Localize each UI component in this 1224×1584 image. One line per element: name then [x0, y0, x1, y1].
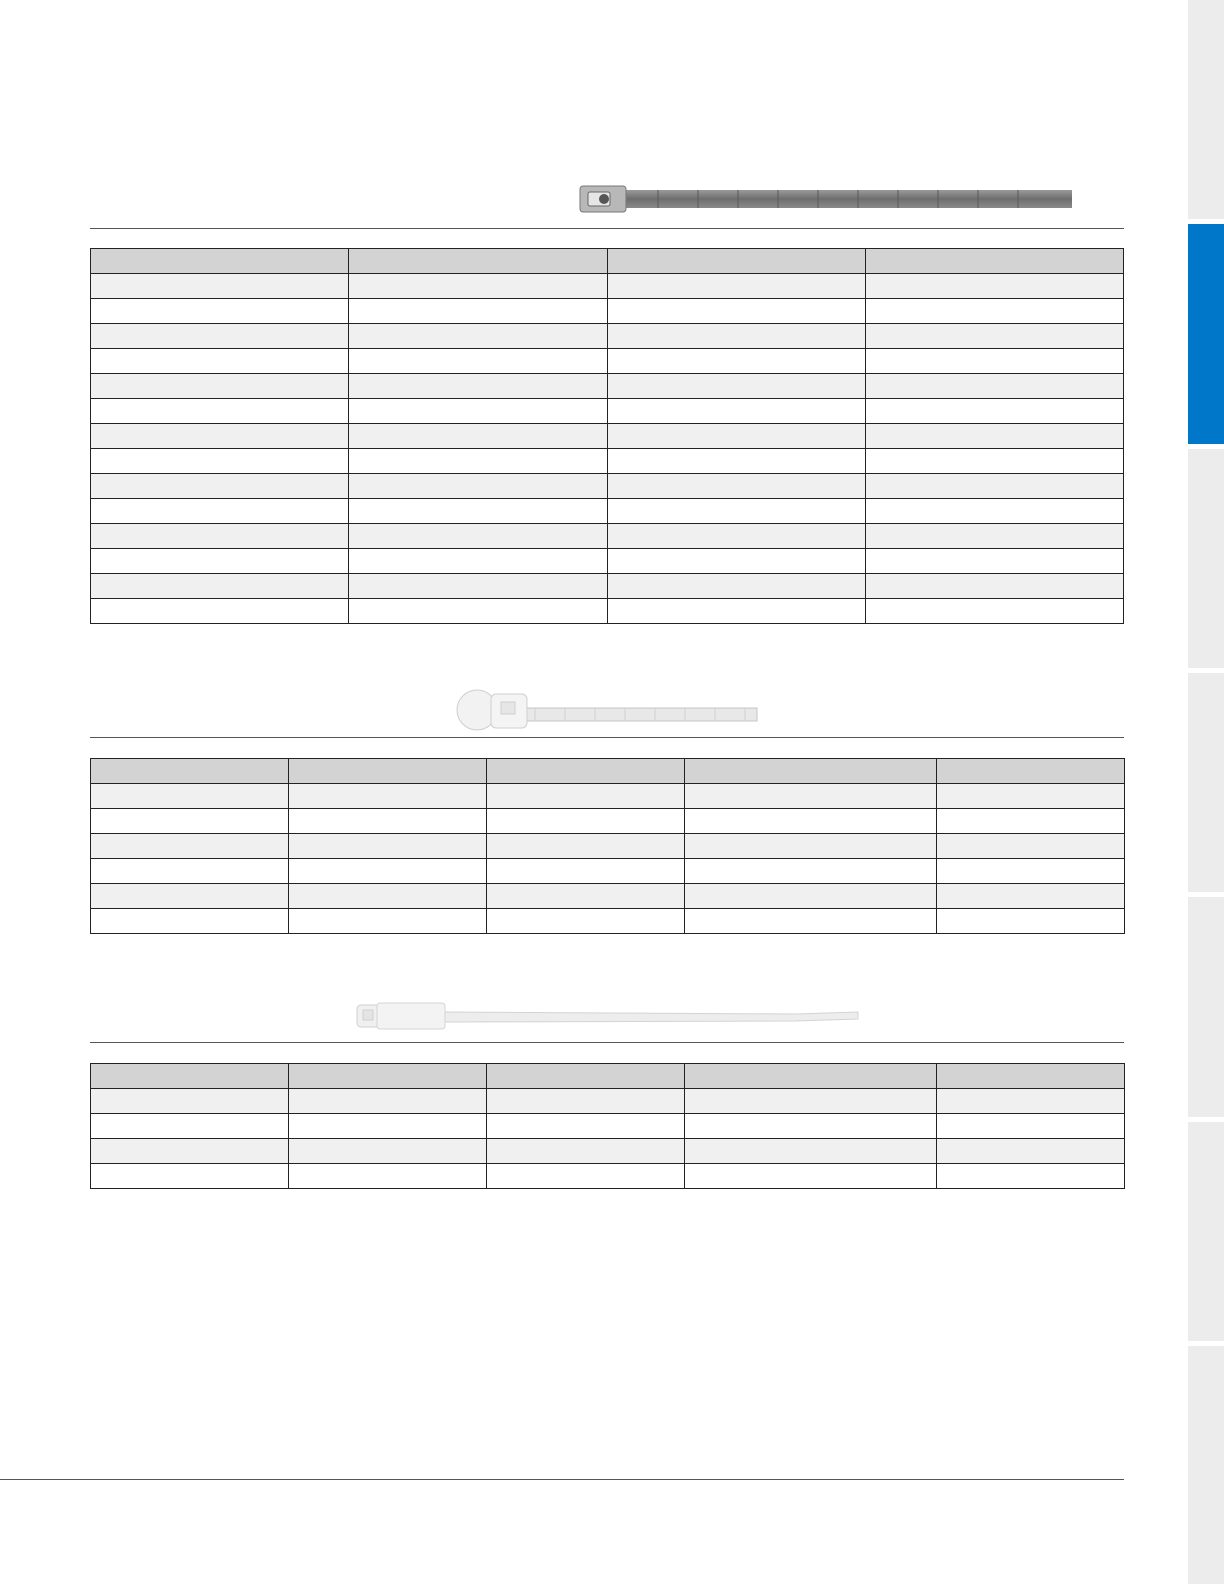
table-header-row [91, 1064, 1125, 1089]
table-header-cell [607, 249, 865, 274]
table-cell [91, 399, 349, 424]
spec-table-1 [90, 248, 1124, 624]
table-cell [607, 399, 865, 424]
table-cell [91, 884, 289, 909]
mounting-head-cable-tie-image [455, 688, 760, 734]
table-cell [487, 784, 685, 809]
table-header-cell [685, 759, 937, 784]
table-header-cell [487, 1064, 685, 1089]
table-cell [91, 834, 289, 859]
table-cell [91, 574, 349, 599]
table-header-cell [937, 1064, 1125, 1089]
table-cell [865, 274, 1123, 299]
table-cell [487, 884, 685, 909]
table-cell [607, 349, 865, 374]
table-cell [937, 784, 1125, 809]
table-row [91, 424, 1124, 449]
table-cell [865, 574, 1123, 599]
side-tab-6[interactable] [1188, 1122, 1224, 1341]
table-cell [91, 299, 349, 324]
table-cell [349, 399, 607, 424]
table-row [91, 834, 1125, 859]
table-cell [91, 349, 349, 374]
table-cell [685, 1089, 937, 1114]
table-cell [685, 909, 937, 934]
side-tab-7[interactable] [1188, 1346, 1224, 1584]
side-tab-3[interactable] [1188, 449, 1224, 668]
table-cell [91, 1114, 289, 1139]
table-cell [289, 1114, 487, 1139]
table-cell [91, 859, 289, 884]
table-header-cell [487, 759, 685, 784]
table-row [91, 549, 1124, 574]
table-cell [685, 1114, 937, 1139]
table-row [91, 1139, 1125, 1164]
table-header-cell [289, 759, 487, 784]
table-cell [937, 1089, 1125, 1114]
table-row [91, 1114, 1125, 1139]
table-header-cell [91, 759, 289, 784]
table-cell [91, 909, 289, 934]
table-cell [349, 349, 607, 374]
table-cell [91, 599, 349, 624]
table-cell [289, 834, 487, 859]
table-cell [607, 374, 865, 399]
table-row [91, 884, 1125, 909]
table-cell [685, 1164, 937, 1189]
table-row [91, 324, 1124, 349]
table-cell [487, 909, 685, 934]
table-cell [937, 884, 1125, 909]
table-cell [937, 809, 1125, 834]
table-cell [91, 1164, 289, 1189]
spec-table-3 [90, 1063, 1125, 1189]
table-header-cell [685, 1064, 937, 1089]
table-cell [865, 449, 1123, 474]
table-cell [607, 549, 865, 574]
table-cell [349, 474, 607, 499]
side-tab-4[interactable] [1188, 673, 1224, 892]
table-cell [865, 374, 1123, 399]
table-cell [289, 1139, 487, 1164]
table-cell [91, 474, 349, 499]
table-row [91, 299, 1124, 324]
table-row [91, 1089, 1125, 1114]
table-header-row [91, 759, 1125, 784]
table-cell [937, 859, 1125, 884]
table-cell [349, 374, 607, 399]
table-cell [91, 809, 289, 834]
table-row [91, 374, 1124, 399]
table-cell [607, 599, 865, 624]
table-cell [865, 424, 1123, 449]
table-row [91, 809, 1125, 834]
section-2-rule [90, 737, 1124, 738]
table-header-cell [349, 249, 607, 274]
side-tab-5[interactable] [1188, 897, 1224, 1117]
table-cell [487, 1089, 685, 1114]
table-cell [487, 834, 685, 859]
table-cell [349, 599, 607, 624]
table-row [91, 449, 1124, 474]
table-row [91, 859, 1125, 884]
table-cell [289, 1089, 487, 1114]
table-cell [289, 884, 487, 909]
table-row [91, 349, 1124, 374]
table-cell [937, 834, 1125, 859]
table-cell [91, 424, 349, 449]
table-cell [91, 449, 349, 474]
stainless-steel-cable-tie-image [578, 184, 1074, 218]
table-cell [91, 1089, 289, 1114]
table-cell [685, 884, 937, 909]
table-cell [607, 299, 865, 324]
table-cell [607, 574, 865, 599]
table-cell [289, 859, 487, 884]
table-cell [349, 499, 607, 524]
table-cell [607, 274, 865, 299]
side-tab-1[interactable] [1188, 0, 1224, 219]
table-cell [607, 424, 865, 449]
table-header-row [91, 249, 1124, 274]
table-row [91, 599, 1124, 624]
table-header-cell [91, 1064, 289, 1089]
table-cell [349, 574, 607, 599]
table-row [91, 574, 1124, 599]
table-cell [865, 349, 1123, 374]
table-cell [349, 299, 607, 324]
table-cell [685, 1139, 937, 1164]
table-cell [865, 299, 1123, 324]
table-cell [865, 549, 1123, 574]
table-cell [487, 809, 685, 834]
table-row [91, 474, 1124, 499]
table-cell [865, 599, 1123, 624]
table-cell [685, 834, 937, 859]
table-cell [487, 1139, 685, 1164]
table-cell [349, 549, 607, 574]
table-cell [865, 474, 1123, 499]
table-row [91, 1164, 1125, 1189]
table-cell [91, 784, 289, 809]
table-row [91, 274, 1124, 299]
table-cell [91, 274, 349, 299]
table-cell [937, 1139, 1125, 1164]
table-cell [91, 499, 349, 524]
side-tab-2[interactable] [1188, 224, 1224, 444]
table-cell [865, 324, 1123, 349]
table-cell [91, 549, 349, 574]
table-cell [349, 324, 607, 349]
table-cell [865, 499, 1123, 524]
table-cell [349, 449, 607, 474]
table-cell [685, 784, 937, 809]
table-cell [349, 274, 607, 299]
table-header-cell [865, 249, 1123, 274]
table-header-cell [937, 759, 1125, 784]
table-header-cell [289, 1064, 487, 1089]
marker-cable-tie-image [355, 1000, 861, 1032]
table-cell [937, 1114, 1125, 1139]
table-cell [289, 809, 487, 834]
spec-table-2 [90, 758, 1125, 934]
footer-rule [0, 1479, 1124, 1480]
table-cell [607, 474, 865, 499]
table-cell [91, 1139, 289, 1164]
section-1-rule [90, 228, 1124, 229]
table-cell [607, 524, 865, 549]
table-cell [487, 859, 685, 884]
table-cell [685, 859, 937, 884]
table-cell [865, 399, 1123, 424]
table-cell [487, 1114, 685, 1139]
table-cell [607, 449, 865, 474]
table-row [91, 909, 1125, 934]
table-cell [349, 424, 607, 449]
table-row [91, 524, 1124, 549]
table-header-cell [91, 249, 349, 274]
table-cell [607, 324, 865, 349]
table-cell [349, 524, 607, 549]
side-tab-rail [1188, 0, 1224, 1584]
table-cell [91, 374, 349, 399]
table-cell [289, 909, 487, 934]
table-row [91, 399, 1124, 424]
table-cell [289, 784, 487, 809]
table-cell [487, 1164, 685, 1189]
table-cell [865, 524, 1123, 549]
table-row [91, 499, 1124, 524]
table-cell [937, 909, 1125, 934]
table-cell [607, 499, 865, 524]
table-cell [91, 524, 349, 549]
table-cell [91, 324, 349, 349]
table-row [91, 784, 1125, 809]
table-cell [937, 1164, 1125, 1189]
table-cell [289, 1164, 487, 1189]
table-cell [685, 809, 937, 834]
section-3-rule [90, 1042, 1124, 1043]
